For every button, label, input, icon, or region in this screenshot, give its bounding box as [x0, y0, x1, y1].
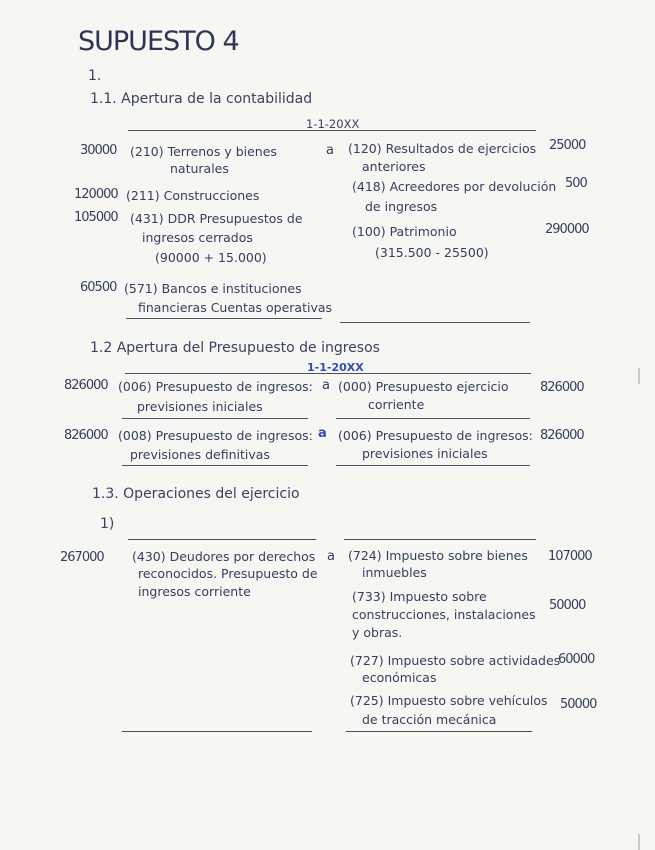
a-connector: a — [318, 426, 327, 441]
credit-amount: 107000 — [548, 549, 592, 564]
entry-rule — [122, 465, 308, 466]
account-line: (733) Impuesto sobre — [352, 589, 487, 604]
account-line: previsiones definitivas — [130, 447, 270, 462]
journal-rule — [344, 539, 536, 540]
account-line: (100) Patrimonio — [352, 224, 457, 239]
debit-amount: 267000 — [60, 550, 104, 565]
entry-rule — [336, 418, 530, 419]
item-number: 1) — [100, 516, 115, 532]
account-line: (724) Impuesto sobre bienes — [348, 548, 528, 563]
account-line: (000) Presupuesto ejercicio — [338, 379, 509, 394]
credit-amount: 500 — [565, 176, 587, 191]
page-edge-mark — [638, 368, 640, 384]
debit-amount: 60500 — [80, 280, 117, 295]
account-line: naturales — [170, 161, 229, 176]
credit-amount: 25000 — [549, 138, 586, 153]
account-line: (727) Impuesto sobre actividades — [350, 653, 561, 668]
account-line: de ingresos — [365, 199, 438, 214]
heading-1-1: 1.1. Apertura de la contabilidad — [90, 91, 313, 107]
entry-rule — [346, 731, 532, 732]
heading-1-2: 1.2 Apertura del Presupuesto de ingresos — [90, 340, 380, 356]
credit-amount: 50000 — [549, 598, 586, 613]
account-line: (315.500 - 25500) — [375, 245, 489, 260]
credit-amount: 50000 — [560, 697, 597, 712]
a-connector: a — [327, 549, 335, 564]
account-line: ingresos corriente — [138, 584, 251, 599]
page-title: SUPUESTO 4 — [78, 26, 239, 57]
credit-amount: 60000 — [558, 652, 595, 667]
subtotal-rule — [340, 322, 530, 323]
account-line: (006) Presupuesto de ingresos: — [338, 428, 533, 443]
account-line: (008) Presupuesto de ingresos: — [118, 428, 313, 443]
account-line: (210) Terrenos y bienes — [130, 144, 277, 159]
subtotal-rule — [126, 318, 322, 319]
debit-amount: 826000 — [64, 428, 108, 443]
account-line: (418) Acreedores por devolución — [352, 179, 557, 194]
a-connector: a — [326, 143, 334, 158]
entry-rule — [122, 418, 308, 419]
account-line: anteriores — [362, 159, 426, 174]
heading-1-3: 1.3. Operaciones del ejercicio — [92, 486, 300, 502]
account-line: financieras Cuentas operativas — [138, 300, 333, 315]
account-line: de tracción mecánica — [362, 712, 497, 727]
credit-amount: 826000 — [540, 428, 584, 443]
account-line: y obras. — [352, 625, 403, 640]
account-line: (006) Presupuesto de ingresos: — [118, 379, 313, 394]
entry-rule — [336, 465, 530, 466]
account-line: reconocidos. Presupuesto de — [138, 566, 318, 581]
entry-date: 1-1-20XX — [307, 361, 364, 374]
account-line: previsiones iniciales — [362, 446, 488, 461]
account-line: (211) Construcciones — [126, 188, 260, 203]
account-line: (90000 + 15.000) — [155, 250, 267, 265]
account-line: ingresos cerrados — [142, 230, 253, 245]
account-line: construcciones, instalaciones — [352, 607, 536, 622]
credit-amount: 826000 — [540, 380, 584, 395]
credit-amount: 290000 — [545, 222, 589, 237]
entry-date: 1-1-20XX — [306, 117, 360, 131]
section-number: 1. — [88, 68, 102, 84]
debit-amount: 105000 — [74, 210, 118, 225]
debit-amount: 30000 — [80, 143, 117, 158]
account-line: (430) Deudores por derechos — [132, 549, 316, 564]
account-line: (431) DDR Presupuestos de — [130, 211, 303, 226]
debit-amount: 120000 — [74, 187, 118, 202]
account-line: (120) Resultados de ejercicios — [348, 141, 537, 156]
entry-rule — [122, 731, 312, 732]
debit-amount: 826000 — [64, 378, 108, 393]
account-line: económicas — [362, 670, 437, 685]
account-line: previsiones iniciales — [137, 399, 263, 414]
account-line: (571) Bancos e instituciones — [124, 281, 302, 296]
a-connector: a — [322, 378, 330, 393]
journal-rule — [128, 539, 316, 540]
account-line: (725) Impuesto sobre vehículos — [350, 693, 548, 708]
account-line: inmuebles — [362, 565, 427, 580]
account-line: corriente — [368, 397, 425, 412]
